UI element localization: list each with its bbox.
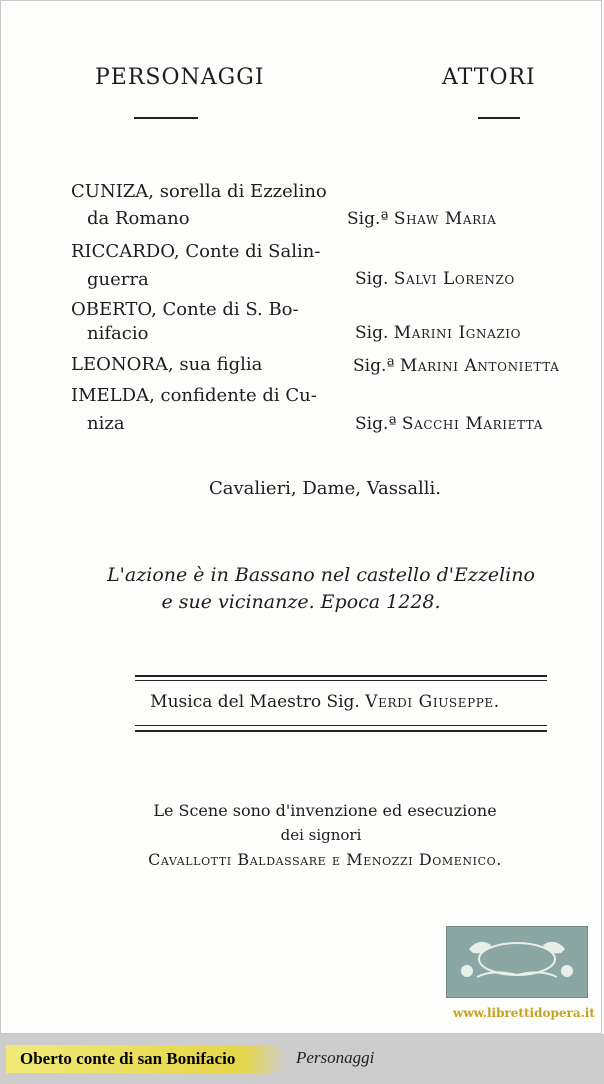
role-cuniza-line1: CUNIZA, sorella di Ezzelino (71, 181, 327, 202)
header-attori: ATTORI (442, 65, 536, 90)
role-riccardo-line1: RICCARDO, Conte di Salin- (71, 241, 321, 262)
actor-riccardo (355, 269, 515, 289)
rule-bottom-thin (135, 725, 547, 726)
role-oberto-line1: OBERTO, Conte di S. Bo- (71, 299, 299, 320)
role-imelda-line2: niza (87, 413, 125, 434)
actor-prefix: Sig.ª (355, 414, 397, 434)
role-oberto-line2: nifacio (87, 323, 149, 344)
actor-prefix: Sig.ª (353, 356, 395, 376)
header-underline-right (478, 117, 520, 119)
actor-prefix: Sig. (355, 323, 389, 343)
actor-name: Marini Antonietta (399, 356, 560, 376)
publisher-logo-icon (446, 926, 588, 998)
actor-name: Salvi Lorenzo (393, 269, 515, 289)
actor-name: Sacchi Marietta (401, 414, 543, 434)
website-link[interactable]: www.librettidopera.it (453, 1006, 595, 1020)
setting-line2: e sue vicinanze. Epoca 1228. (161, 591, 441, 613)
actor-name: Marini Ignazio (393, 323, 522, 343)
footer-title-tab[interactable] (6, 1045, 286, 1073)
actor-leonora (353, 356, 559, 376)
actor-name: Shaw Maria (393, 209, 497, 229)
rule-top-thin (135, 680, 547, 681)
scenes-names: Cavallotti Baldassare e Menozzi Domenico. (148, 850, 502, 869)
header-personaggi: PERSONAGGI (95, 65, 265, 90)
music-credit (25, 692, 604, 712)
role-leonora-line1: LEONORA, sua figlia (71, 354, 263, 375)
footer-section-label: Personaggi (296, 1048, 375, 1067)
rule-top (135, 675, 547, 677)
footer-title-text: Oberto conte di san Bonifacio (20, 1049, 236, 1068)
role-riccardo-line2: guerra (87, 269, 149, 290)
role-imelda-line1: IMELDA, confidente di Cu- (71, 385, 317, 406)
actor-imelda (355, 414, 543, 434)
role-cuniza-line2: da Romano (87, 208, 190, 229)
setting-line1: L'azione è in Bassano nel castello d'Ezzelino (107, 564, 535, 586)
rule-bottom (135, 730, 547, 732)
scenes-line1: Le Scene sono d'invenzione ed esecuzione (153, 801, 497, 820)
footer-bar (0, 1034, 604, 1084)
actor-prefix: Sig.ª (347, 209, 389, 229)
actor-prefix: Sig. (355, 269, 389, 289)
composer-name: Verdi Giuseppe. (365, 692, 500, 712)
actor-cuniza (347, 209, 496, 229)
chorus-line: Cavalieri, Dame, Vassalli. (209, 478, 441, 499)
scenes-line2: dei signori (280, 826, 362, 844)
music-prefix: Musica del Maestro Sig. (150, 692, 360, 712)
actor-oberto (355, 323, 521, 343)
header-underline-left (134, 117, 198, 119)
